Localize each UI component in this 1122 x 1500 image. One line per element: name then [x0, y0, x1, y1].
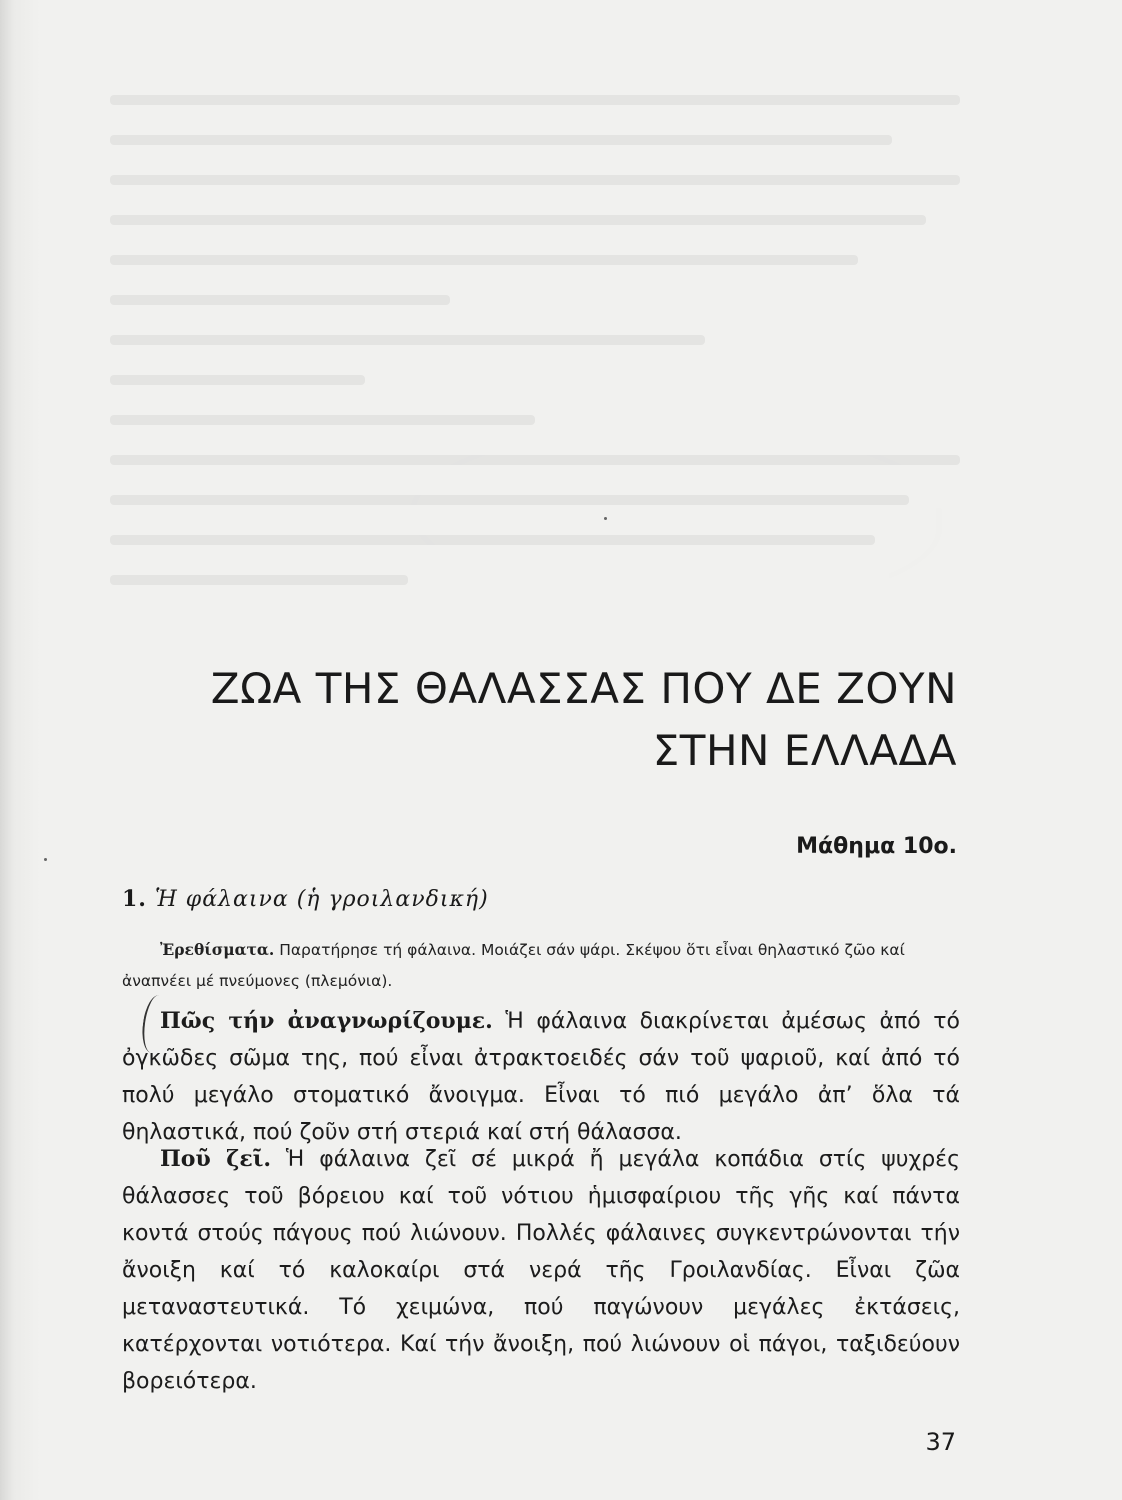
section-number: 1.	[122, 886, 147, 912]
paper-speck	[604, 517, 607, 520]
paragraph-habitat	[122, 1141, 960, 1400]
stimuli-paragraph	[122, 934, 960, 997]
paper-speck	[44, 858, 47, 861]
stimuli-label: Ἐρεθίσματα.	[160, 940, 275, 959]
paragraph-label: Πῶς τήν ἀναγνωρίζουμε.	[160, 1008, 493, 1034]
lesson-label: Μάθημα 10ο.	[796, 834, 957, 859]
paragraph-identification	[122, 1003, 960, 1151]
section-title: Ἡ φάλαινα (ἡ γροιλανδική)	[154, 887, 489, 912]
page-number: 37	[925, 1428, 956, 1456]
paragraph-text: Ἡ φάλαινα διακρίνεται ἀμέσως ἀπό τό ὀγκῶδες σῶμα της, πού εἶναι ἀτρακτοειδές σάν τοῦ ψαριοῦ, καί ἀπό τό πολύ μεγάλο στοματικό ἄνοιγμα. Εἶναι τό πιό μεγάλο ἀπ’ ὅλα τά θηλαστικά, πού ζοῦν στή στεριά καί στή θάλασσα.	[122, 1009, 960, 1145]
chapter-title-line-1: ΖΩΑ ΤΗΣ ΘΑΛΑΣΣΑΣ ΠΟΥ ΔΕ ΖΟΥΝ	[210, 664, 957, 713]
paragraph-label: Ποῦ ζεῖ.	[160, 1146, 271, 1172]
chapter-title-line-2: ΣΤΗΝ ΕΛΛΑΔΑ	[652, 726, 957, 775]
stimuli-text: Παρατήρησε τή φάλαινα. Μοιάζει σάν ψάρι. Σκέψου ὅτι εἶναι θηλαστικό ζῶο καί ἀναπνέει μέ πνεύμονες (πλεμόνια).	[122, 941, 905, 990]
paragraph-text: Ἡ φάλαινα ζεῖ σέ μικρά ἤ μεγάλα κοπάδια στίς ψυχρές θάλασσες τοῦ βόρειου καί τοῦ νότιου ἡμισφαίριου τῆς γῆς καί πάντα κοντά στούς πάγους πού λιώνουν. Πολλές φάλαινες συγκεντρώνονται τήν ἄνοιξη καί τό καλοκαίρι στά νερά τῆς Γροιλανδίας. Εἶναι ζῶα μεταναστευτικά. Τό χειμώνα, πού παγώνουν μεγάλες ἐκτάσεις, κατέρχονται νοτιότερα. Καί τήν ἄνοιξη, πού λιώνουν οἱ πάγοι, ταξιδεύουν βορειότερα.	[122, 1147, 960, 1394]
section-heading	[122, 886, 489, 912]
chapter-title	[211, 658, 957, 782]
reverse-side-bleed-through	[110, 95, 960, 655]
